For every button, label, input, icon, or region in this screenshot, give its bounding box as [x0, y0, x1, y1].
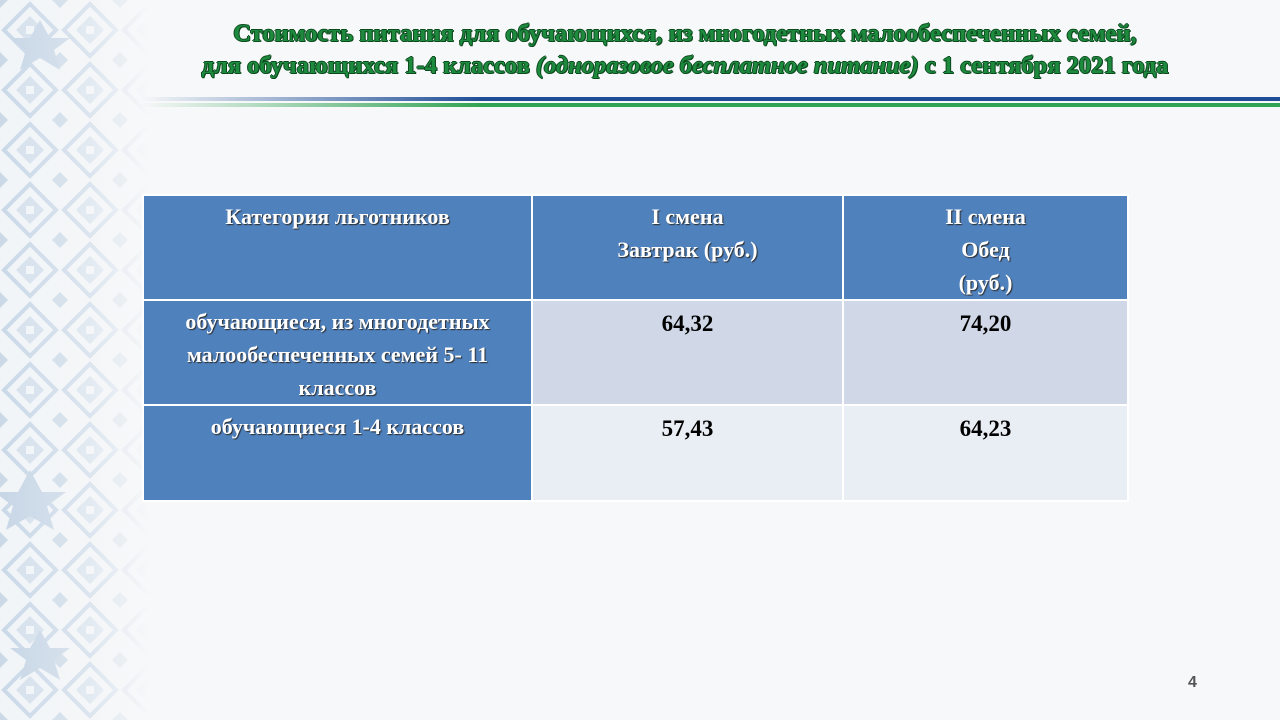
- row-category-line: обучающиеся 1-4 классов: [210, 414, 465, 439]
- meal-cost-table: [142, 194, 1129, 502]
- row-category: [143, 300, 532, 405]
- header-category-line: Категория льготников: [225, 204, 450, 229]
- row-category-line: обучающиеся, из многодетных: [185, 309, 490, 334]
- row-lunch-price: 64,23: [843, 405, 1128, 501]
- decorative-ornament: [0, 0, 150, 720]
- table-header-row: [143, 195, 1128, 300]
- table-row: [143, 405, 1128, 501]
- header-breakfast-line-2: Завтрак (руб.): [617, 237, 758, 262]
- row-lunch-price: 74,20: [843, 300, 1128, 405]
- title-divider: [140, 97, 1280, 109]
- title-line-1: Стоимость питания для обучающихся, из многодетных малообеспеченных семей,: [233, 20, 1137, 47]
- page-number: 4: [1188, 674, 1197, 691]
- header-lunch-line-2: Обед: [961, 237, 1010, 262]
- slide-title: [150, 18, 1220, 82]
- row-category-line: малообеспеченных семей 5- 11: [186, 342, 489, 367]
- row-category-line: классов: [298, 375, 377, 400]
- row-breakfast-price: 57,43: [532, 405, 843, 501]
- row-breakfast-price: 64,32: [532, 300, 843, 405]
- title-line-2-italic: (одноразовое бесплатное питание): [535, 52, 919, 79]
- title-line-2-start: для обучающихся 1-4 классов: [201, 52, 536, 79]
- row-category: [143, 405, 532, 501]
- header-lunch: [843, 195, 1128, 300]
- header-breakfast: [532, 195, 843, 300]
- ornament-pattern-icon: [0, 0, 150, 720]
- table-row: [143, 300, 1128, 405]
- header-lunch-line-3: (руб.): [958, 270, 1013, 295]
- header-lunch-line-1: II смена: [945, 204, 1026, 229]
- divider-green-stripe: [140, 103, 1280, 107]
- title-line-2-end: с 1 сентября 2021 года: [918, 52, 1169, 79]
- header-category: [143, 195, 532, 300]
- header-breakfast-line-1: I смена: [651, 204, 724, 229]
- title-line-2: [150, 50, 1220, 82]
- divider-blue-stripe: [140, 97, 1280, 101]
